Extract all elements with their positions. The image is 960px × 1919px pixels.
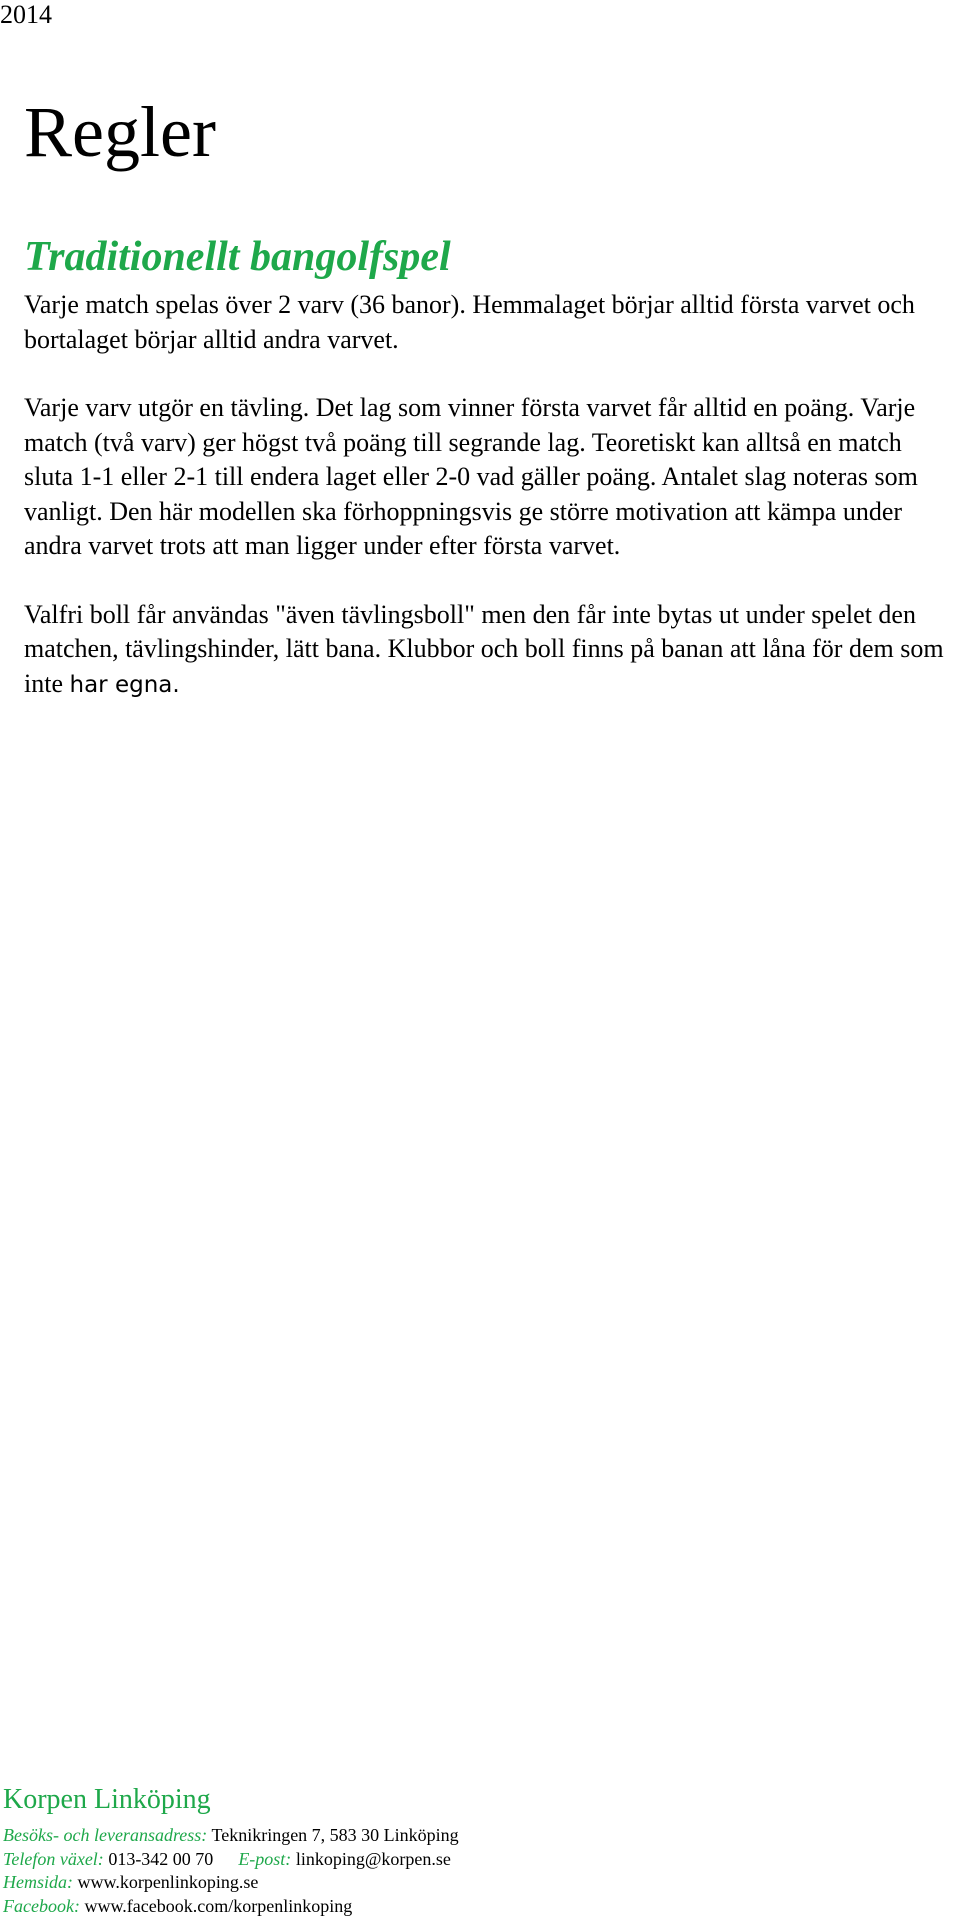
paragraph-equipment-text: Valfri boll får användas "även tävlingsboll" men den får inte bytas ut under spelet den matchen, tävlingshinder, lätt bana. Klubbor och boll finns på banan att låna för dem som inte <box>24 599 944 698</box>
section-heading: Traditionellt bangolfspel <box>24 234 451 280</box>
facebook-label: Facebook: <box>3 1895 80 1916</box>
paragraph-scoring: Varje varv utgör en tävling. Det lag som vinner första varvet får alltid en poäng. Varje match (två varv) ger högst två poäng till segrande lag. Teoretiskt kan alltså en match sluta 1-1 eller 2-1 till endera laget eller 2-0 vad gäller poäng. Antalet slag noteras som vanligt. Den här modellen ska förhoppningsvis ge större motivation att kämpa under andra varvet trots att man ligger under efter första varvet. <box>24 393 918 560</box>
email-value[interactable]: linkoping@korpen.se <box>295 1848 451 1869</box>
footer-facebook-line <box>3 1895 903 1919</box>
web-link[interactable]: www.korpenlinkoping.se <box>77 1872 259 1892</box>
email-label: E-post: <box>238 1848 292 1869</box>
rules-body <box>24 288 954 736</box>
footer-address-line <box>3 1824 903 1848</box>
address-value: Teknikringen 7, 583 30 Linköping <box>211 1825 459 1845</box>
footer-org-name: Korpen Linköping <box>3 1784 211 1815</box>
paragraph-match-format: Varje match spelas över 2 varv (36 banor). Hemmalaget börjar alltid första varvet och bortalaget börjar alltid andra varvet. <box>24 290 915 354</box>
footer-web-line <box>3 1871 903 1895</box>
document-year: 2014 <box>0 0 52 29</box>
web-label: Hemsida: <box>3 1872 73 1892</box>
page-title: Regler <box>24 92 216 172</box>
paragraph-equipment <box>24 598 954 703</box>
facebook-link[interactable]: www.facebook.com/korpenlinkoping <box>84 1895 353 1916</box>
address-label: Besöks- och leveransadress: <box>3 1825 208 1845</box>
footer-phone-line <box>3 1848 903 1872</box>
footer-contact <box>3 1780 903 1918</box>
phone-label: Telefon växel: <box>3 1848 104 1869</box>
paragraph-equipment-tail: har egna. <box>69 671 180 698</box>
phone-value: 013-342 00 70 <box>108 1848 214 1869</box>
